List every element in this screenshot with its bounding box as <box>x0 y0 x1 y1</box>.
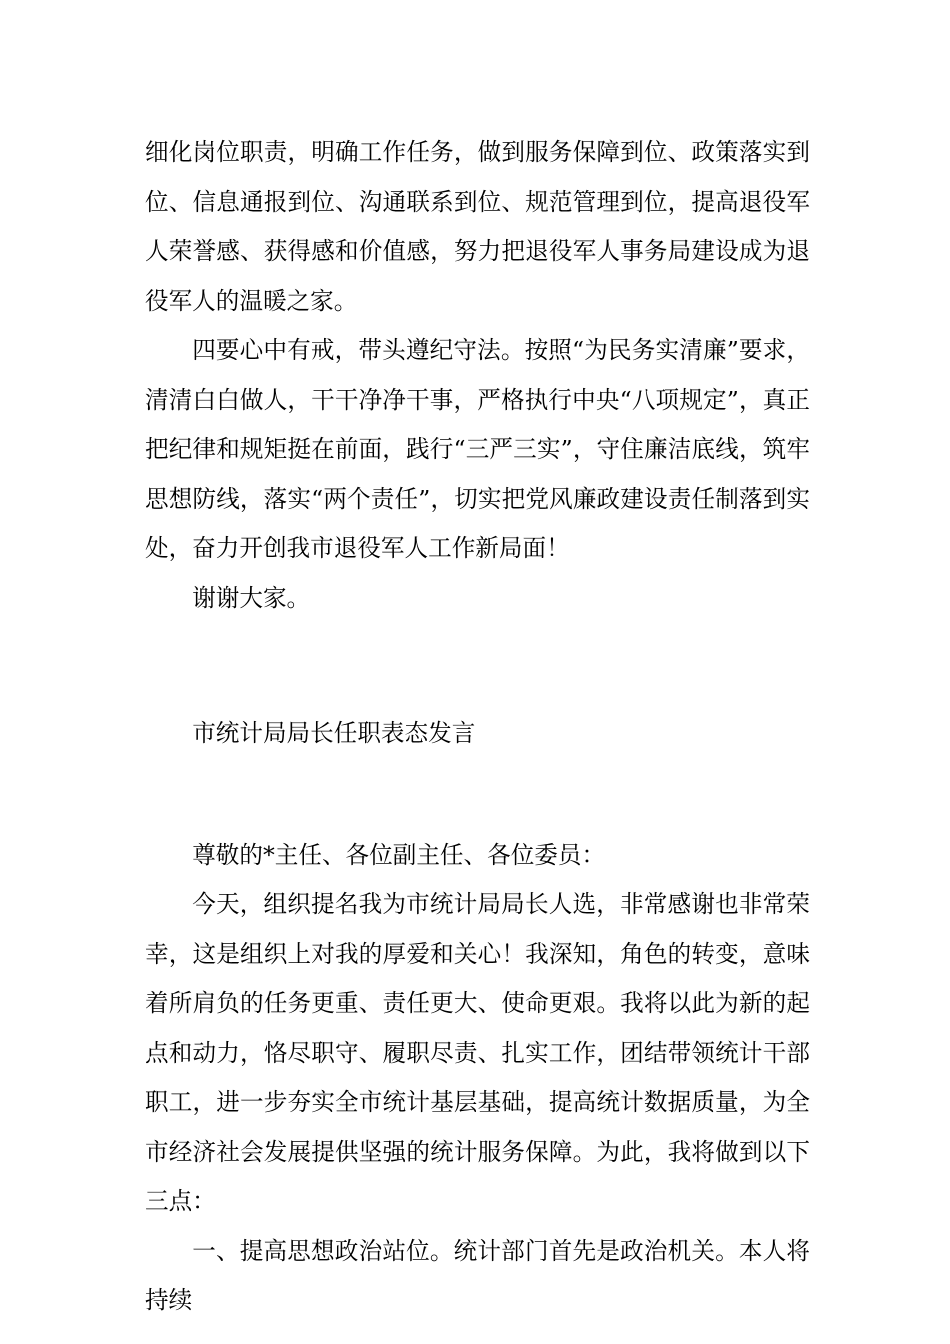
paragraph-point-one: 一、提高思想政治站位。统计部门首先是政治机关。本人将持续 <box>145 1236 810 1314</box>
paragraph-thanks: 谢谢大家。 <box>192 583 311 612</box>
salutation: 尊敬的*主任、各位副主任、各位委员： <box>192 840 606 869</box>
document-page <box>145 128 810 1326</box>
paragraph-intro: 今天，组织提名我为市统计局局长人选，非常感谢也非常荣幸，这是组织上对我的厚爱和关心！我深知，角色的转变，意味着所肩负的任务更重、责任更大、使命更艰。我将以此为新的起点和动力，恪尽职守、履职尽责、扎实工作，团结带领统计干部职工，进一步夯实全市统计基层基础，提高统计数据质量，为全市经济社会发展提供坚强的统计服务保障。为此，我将做到以下三点： <box>145 890 810 1215</box>
section-spacer <box>145 759 810 831</box>
paragraph-discipline: 四要心中有戒，带头遵纪守法。按照“为民务实清廉”要求，清清白白做人，干干净净干事，严格执行中央“八项规定”，真正把纪律和规矩挺在前面，践行“三严三实”，守住廉洁底线，筑牢思想防线，落实“两个责任”，切实把党风廉政建设责任制落到实处，奋力开创我市退役军人工作新局面！ <box>145 336 810 562</box>
document-title: 市统计局局长任职表态发言 <box>192 719 476 747</box>
section-spacer <box>145 623 810 709</box>
paragraph-continued: 细化岗位职责，明确工作任务，做到服务保障到位、政策落实到位、信息通报到位、沟通联系到位、规范管理到位，提高退役军人荣誉感、获得感和价值感，努力把退役军人事务局建设成为退役军人的温暖之家。 <box>145 138 810 315</box>
